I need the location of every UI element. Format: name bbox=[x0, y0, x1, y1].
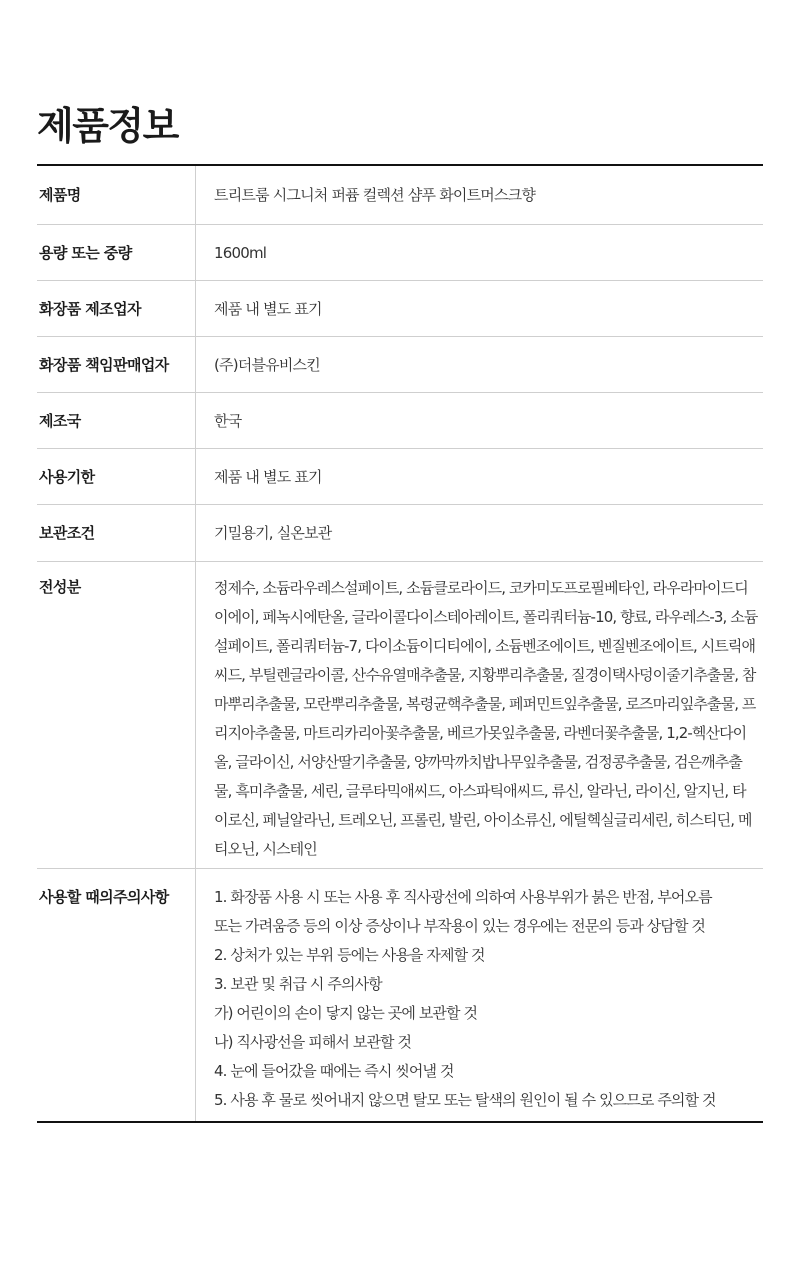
row-label: 화장품 책임판매업자 bbox=[39, 355, 169, 374]
row-manufacturer bbox=[37, 281, 763, 337]
row-value: 제품 내 별도 표기 bbox=[195, 449, 763, 504]
row-label: 보관조건 bbox=[39, 524, 95, 542]
caution-line: 4. 눈에 들어갔을 때에는 즉시 씻어낼 것 bbox=[214, 1062, 454, 1080]
caution-line: 1. 화장품 사용 시 또는 사용 후 직사광선에 의하여 사용부위가 붉은 반점, 부어오름 bbox=[214, 888, 712, 906]
row-country bbox=[37, 393, 763, 449]
row-value: 기밀용기, 실온보관 bbox=[195, 505, 763, 561]
row-value: 제품 내 별도 표기 bbox=[195, 281, 763, 336]
caution-line: 3. 보관 및 취급 시 주의사항 bbox=[214, 975, 382, 993]
row-label: 용량 또는 중량 bbox=[39, 243, 132, 262]
row-distributor bbox=[37, 337, 763, 393]
row-cautions bbox=[37, 869, 763, 1121]
row-volume bbox=[37, 225, 763, 281]
ingredients-text: 정제수, 소듐라우레스설페이트, 소듐클로라이드, 코카미도프로필베타인, 라우라마이드디이에이, 페녹시에탄올, 글라이콜다이스테아레이트, 폴리쿼터늄-10, 향료, 라우레스-3, 소듐설페이트, 폴리쿼터늄-7, 다이소듐이디티에이, 소듐벤조에이트, 벤질벤조에이트, 시트릭애씨드, 부틸렌글라이콜, 산수유열매추출물, 지황뿌리추출물, 질경이택사덩이줄기추출물, 참마뿌리추출물, 모란뿌리추출물, 복령균핵추출물, 페퍼민트잎추출물, 로즈마리잎추출물, 프리지아추출물, 마트리카리아꽃추출물, 베르가못잎추출물, 라벤더꽃추출물, 1,2-헥산다이올, 글라이신, 서양산딸기추출물, 양까막까치밥나무잎추출물, 검정콩추출물, 검은깨추출물, 흑미추출물, 세린, 글루타믹애씨드, 아스파틱애씨드, 류신, 알라닌, 라이신, 알지닌, 타이로신, 페닐알라닌, 트레오닌, 프롤린, 발린, 아이소류신, 에틸헥실글리세린, 히스티딘, 메티오닌, 시스테인 bbox=[195, 562, 763, 868]
row-value: 1600ml bbox=[195, 225, 763, 280]
row-value: 트리트룸 시그니처 퍼퓸 컬렉션 샴푸 화이트머스크향 bbox=[195, 166, 763, 224]
row-value: 한국 bbox=[195, 393, 763, 448]
row-expiry bbox=[37, 449, 763, 505]
row-label bbox=[37, 869, 195, 1121]
row-product-name bbox=[37, 166, 763, 225]
caution-line: 5. 사용 후 물로 씻어내지 않으면 탈모 또는 탈색의 원인이 될 수 있으므로 주의할 것 bbox=[214, 1091, 716, 1109]
caution-label-line: 사용할 때의 bbox=[39, 888, 114, 906]
cautions-list bbox=[195, 869, 763, 1121]
caution-label-line: 주의사항 bbox=[113, 888, 169, 906]
row-label: 제조국 bbox=[39, 411, 81, 430]
row-label: 전성분 bbox=[39, 578, 81, 596]
row-value: (주)더블유비스킨 bbox=[195, 337, 763, 392]
row-label: 화장품 제조업자 bbox=[39, 299, 141, 318]
caution-line: 또는 가려움증 등의 이상 증상이나 부작용이 있는 경우에는 전문의 등과 상담할 것 bbox=[214, 917, 706, 935]
caution-line: 가) 어린이의 손이 닿지 않는 곳에 보관할 것 bbox=[214, 1004, 478, 1022]
product-info-table bbox=[37, 164, 763, 1123]
caution-line: 나) 직사광선을 피해서 보관할 것 bbox=[214, 1033, 412, 1051]
row-ingredients bbox=[37, 562, 763, 869]
caution-line: 2. 상처가 있는 부위 등에는 사용을 자제할 것 bbox=[214, 946, 485, 964]
row-storage bbox=[37, 505, 763, 562]
page-title: 제품정보 bbox=[37, 104, 178, 148]
row-label: 사용기한 bbox=[39, 467, 95, 486]
row-label: 제품명 bbox=[39, 186, 81, 204]
